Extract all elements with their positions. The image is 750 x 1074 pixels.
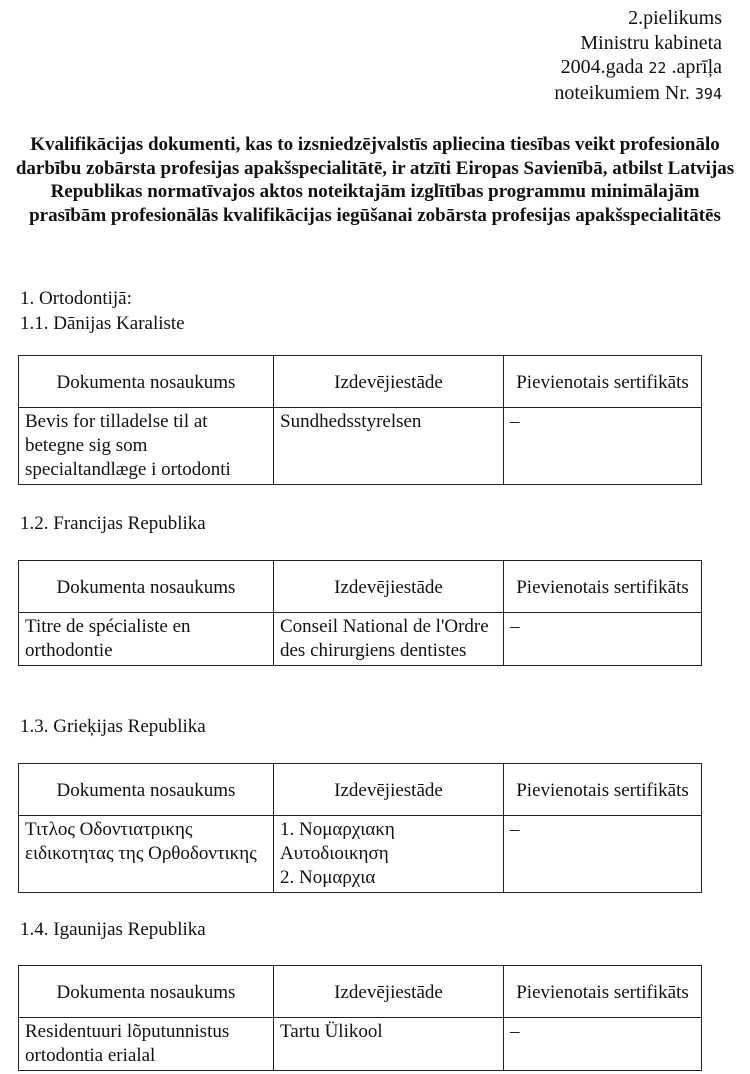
annex-date-prefix: 2004.gada bbox=[560, 56, 644, 78]
section-orthodontics: 1. Ortodontijā: bbox=[20, 288, 132, 309]
col-issuer: Izdevējiestāde bbox=[274, 356, 504, 408]
country-heading-estonia: 1.4. Igaunijas Republika bbox=[20, 919, 206, 940]
cell-doc-name: Τιτλος Οδοντιατρικης ειδικοτητας της Ορθοδοντικης bbox=[19, 816, 274, 893]
col-issuer: Izdevējiestāde bbox=[274, 561, 504, 613]
table-denmark bbox=[18, 355, 702, 485]
annex-date-day: 22 bbox=[648, 59, 667, 77]
cell-certificate: – bbox=[504, 816, 702, 893]
table-header-row bbox=[19, 561, 702, 613]
cell-certificate: – bbox=[504, 1018, 702, 1071]
table-header-row bbox=[19, 966, 702, 1018]
annex-regulation-prefix: noteikumiem Nr. bbox=[554, 81, 690, 104]
table-france bbox=[18, 560, 702, 666]
cell-issuer: Tartu Ülikool bbox=[274, 1018, 504, 1071]
table-row bbox=[19, 816, 702, 893]
cell-doc-name: Bevis for tilladelse til at betegne sig som specialtandlæge i ortodonti bbox=[19, 408, 274, 485]
annex-cabinet: Ministru kabineta bbox=[580, 31, 722, 54]
col-certificate: Pievienotais sertifikāts bbox=[504, 764, 702, 816]
col-doc-name: Dokumenta nosaukums bbox=[19, 966, 274, 1018]
table-row bbox=[19, 408, 702, 485]
cell-doc-name: Titre de spécialiste en orthodontie bbox=[19, 613, 274, 666]
col-certificate: Pievienotais sertifikāts bbox=[504, 356, 702, 408]
cell-issuer: Sundhedsstyrelsen bbox=[274, 408, 504, 485]
annex-regulation bbox=[462, 81, 722, 107]
table-header-row bbox=[19, 764, 702, 816]
annex-date-suffix: .aprīļa bbox=[671, 56, 722, 78]
col-doc-name: Dokumenta nosaukums bbox=[19, 356, 274, 408]
table-header-row bbox=[19, 356, 702, 408]
country-heading-france: 1.2. Francijas Republika bbox=[20, 513, 206, 534]
cell-certificate: – bbox=[504, 408, 702, 485]
col-certificate: Pievienotais sertifikāts bbox=[504, 966, 702, 1018]
annex-reference bbox=[462, 6, 722, 106]
cell-doc-name: Residentuuri lõputunnistus ortodontia erialal bbox=[19, 1018, 274, 1071]
annex-regulation-number: 394 bbox=[694, 84, 722, 103]
cell-issuer: Conseil National de l'Ordre des chirurgiens dentistes bbox=[274, 613, 504, 666]
col-issuer: Izdevējiestāde bbox=[274, 966, 504, 1018]
country-heading-denmark: 1.1. Dānijas Karaliste bbox=[20, 313, 185, 334]
col-issuer: Izdevējiestāde bbox=[274, 764, 504, 816]
table-row bbox=[19, 613, 702, 666]
cell-issuer bbox=[274, 816, 504, 893]
issuer-item-2: 2. Νομαρχια bbox=[280, 867, 376, 888]
col-doc-name: Dokumenta nosaukums bbox=[19, 561, 274, 613]
cell-certificate: – bbox=[504, 613, 702, 666]
table-estonia bbox=[18, 965, 702, 1071]
country-heading-greece: 1.3. Grieķijas Republika bbox=[20, 716, 206, 737]
annex-date bbox=[462, 55, 722, 81]
table-greece bbox=[18, 763, 702, 893]
col-doc-name: Dokumenta nosaukums bbox=[19, 764, 274, 816]
table-row bbox=[19, 1018, 702, 1071]
document-title: Kvalifikācijas dokumenti, kas to izsniedzējvalstīs apliecina tiesības veikt profesionālo darbību zobārsta profesijas apakšspecialitātē, ir atzīti Eiropas Savienībā, atbilst Latvijas Republikas normatīvajos aktos noteiktajām izglītības programmu minimālajām prasībām profesionālās kvalifikācijas iegūšanai zobārsta profesijas apakšspecialitātēs bbox=[15, 134, 735, 226]
annex-number: 2.pielikums bbox=[628, 7, 722, 29]
issuer-item-1: 1. Νομαρχιακη Αυτοδιοικηση bbox=[280, 819, 395, 864]
col-certificate: Pievienotais sertifikāts bbox=[504, 561, 702, 613]
